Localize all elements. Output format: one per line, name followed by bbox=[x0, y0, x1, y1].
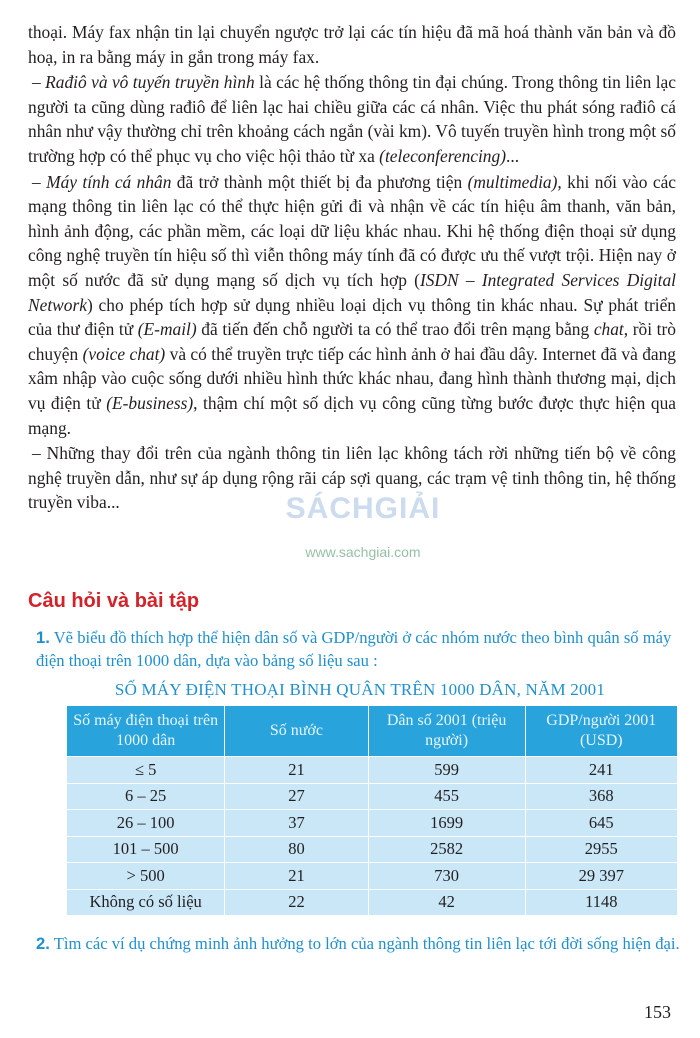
column-header: GDP/người 2001 (USD) bbox=[525, 706, 677, 757]
table-cell: 22 bbox=[225, 889, 368, 916]
question-2 bbox=[36, 932, 681, 955]
column-header: Số máy điện thoại trên 1000 dân bbox=[67, 706, 225, 757]
table-cell: 2955 bbox=[525, 836, 677, 863]
page-number: 153 bbox=[644, 1002, 671, 1022]
table-cell: 6 – 25 bbox=[67, 783, 225, 810]
paragraph-transmission: – Những thay đổi trên của ngành thông tin liên lạc không tách rời những tiến bộ về công nghệ truyền dẫn, như sự áp dụng rộng rãi cáp sợi quang, các trạm vệ tinh thông tin, hệ thống truyền viba... bbox=[28, 443, 676, 513]
table-cell: 241 bbox=[525, 757, 677, 784]
table-cell: 80 bbox=[225, 836, 368, 863]
table-cell: 37 bbox=[225, 810, 368, 837]
table-cell: 1148 bbox=[525, 889, 677, 916]
question-number: 2. bbox=[36, 934, 50, 953]
watermark-logo: SÁCHGIẢI bbox=[285, 492, 441, 525]
table-cell: 42 bbox=[368, 889, 525, 916]
column-header: Số nước bbox=[225, 706, 368, 757]
question-number: 1. bbox=[36, 628, 50, 647]
paragraph-fax: thoại. Máy fax nhận tin lại chuyển ngược trở lại các tín hiệu đã mã hoá thành văn bản và đồ hoạ, in ra bằng máy in gắn trong máy fax. bbox=[28, 22, 676, 67]
table-cell: 1699 bbox=[368, 810, 525, 837]
table-cell: Không có số liệu bbox=[67, 889, 225, 916]
table-row bbox=[67, 810, 678, 837]
question-1 bbox=[36, 626, 681, 672]
body-text bbox=[28, 20, 676, 516]
term-personal-computer: Máy tính cá nhân bbox=[46, 171, 172, 192]
table-cell: 26 – 100 bbox=[67, 810, 225, 837]
paragraph-personal-computer: – Máy tính cá nhân đã trở thành một thiết bị đa phương tiện (multimedia), khi nối vào các mạng thông tin liên lạc có thể thực hiện gửi đi và nhận về các tín hiệu âm thanh, văn bản, hình ảnh động, các phần mềm, các loại dữ liệu khác nhau. Khi hệ thống điện thoại sử dụng công nghệ truyền tín hiệu số thì viễn thông máy tính đã có được ưu thế vượt trội. Hiện nay ở một số nước đã sử dụng mạng số dịch vụ tích hợp (ISDN – Integrated Services Digital Network) cho phép tích hợp sử dụng nhiều loại dịch vụ thông tin khác nhau. Sự phát triển của thư điện tử (E-mail) đã tiến đến chỗ người ta có thể trao đổi trên mạng bằng chat, rồi trò chuyện (voice chat) và có thể truyền trực tiếp các hình ảnh ở hai đầu dây. Internet đã và đang xâm nhập vào cuộc sống dưới nhiều hình thức khác nhau, đang hình thành thương mại, dịch vụ điện tử (E-business), thậm chí một số dịch vụ công cũng từng bước được thực hiện qua mạng. bbox=[28, 171, 677, 438]
question-text: Tìm các ví dụ chứng minh ảnh hưởng to lớn của ngành thông tin liên lạc tới đời sống hiện đại. bbox=[49, 934, 680, 953]
table-cell: 21 bbox=[225, 757, 368, 784]
table-header-row bbox=[67, 706, 678, 757]
table-row bbox=[67, 889, 678, 916]
section-heading: Câu hỏi và bài tập bbox=[28, 590, 200, 612]
table-cell: 29 397 bbox=[525, 863, 677, 890]
term-multimedia: (multimedia) bbox=[467, 171, 558, 192]
term-voice-chat: (voice chat) bbox=[82, 343, 166, 364]
paragraph-radio-tv: – Rađiô và vô tuyến truyền hình là các hệ thống thông tin đại chúng. Trong thông tin liên lạc người ta cũng dùng rađiô để liên lạc hai chiều giữa các cá nhân. Việc thu phát sóng rađiô cá nhân như vậy thường chỉ trên khoảng cách ngắn (vài km). Vô tuyến truyền hình trong một số trường hợp có thể phục vụ cho việc hội thảo từ xa (teleconferencing)... bbox=[28, 72, 676, 166]
table-row bbox=[67, 783, 678, 810]
table-cell: 645 bbox=[525, 810, 677, 837]
term-e-business: (E-business) bbox=[106, 392, 194, 413]
table-title: SỐ MÁY ĐIỆN THOẠI BÌNH QUÂN TRÊN 1000 DÂN, NĂM 2001 bbox=[114, 680, 606, 699]
table-cell: 27 bbox=[225, 783, 368, 810]
data-table bbox=[66, 705, 678, 916]
table-row bbox=[67, 863, 678, 890]
table-row bbox=[67, 757, 678, 784]
column-header: Dân số 2001 (triệu người) bbox=[368, 706, 525, 757]
table-cell: 730 bbox=[368, 863, 525, 890]
table-cell: 21 bbox=[225, 863, 368, 890]
table-cell: 368 bbox=[525, 783, 677, 810]
table-cell: ≤ 5 bbox=[67, 757, 225, 784]
watermark-url: www.sachgiai.com bbox=[305, 544, 421, 560]
term-chat: chat bbox=[593, 319, 624, 340]
term-radio-tv: Rađiô và vô tuyến truyền hình bbox=[45, 72, 255, 93]
table-row bbox=[67, 836, 678, 863]
term-teleconferencing: (teleconferencing) bbox=[379, 145, 506, 166]
table-cell: 455 bbox=[368, 783, 525, 810]
term-isdn: ISDN – Integrated Services Digital Network bbox=[28, 269, 676, 315]
table-cell: 599 bbox=[368, 757, 525, 784]
table-cell: > 500 bbox=[67, 863, 225, 890]
question-text: Vẽ biểu đồ thích hợp thể hiện dân số và GDP/người ở các nhóm nước theo bình quân số máy điện thoại trên 1000 dân, dựa vào bảng số liệu sau : bbox=[36, 628, 672, 670]
table-cell: 101 – 500 bbox=[67, 836, 225, 863]
term-email: (E-mail) bbox=[137, 319, 197, 340]
table-cell: 2582 bbox=[368, 836, 525, 863]
